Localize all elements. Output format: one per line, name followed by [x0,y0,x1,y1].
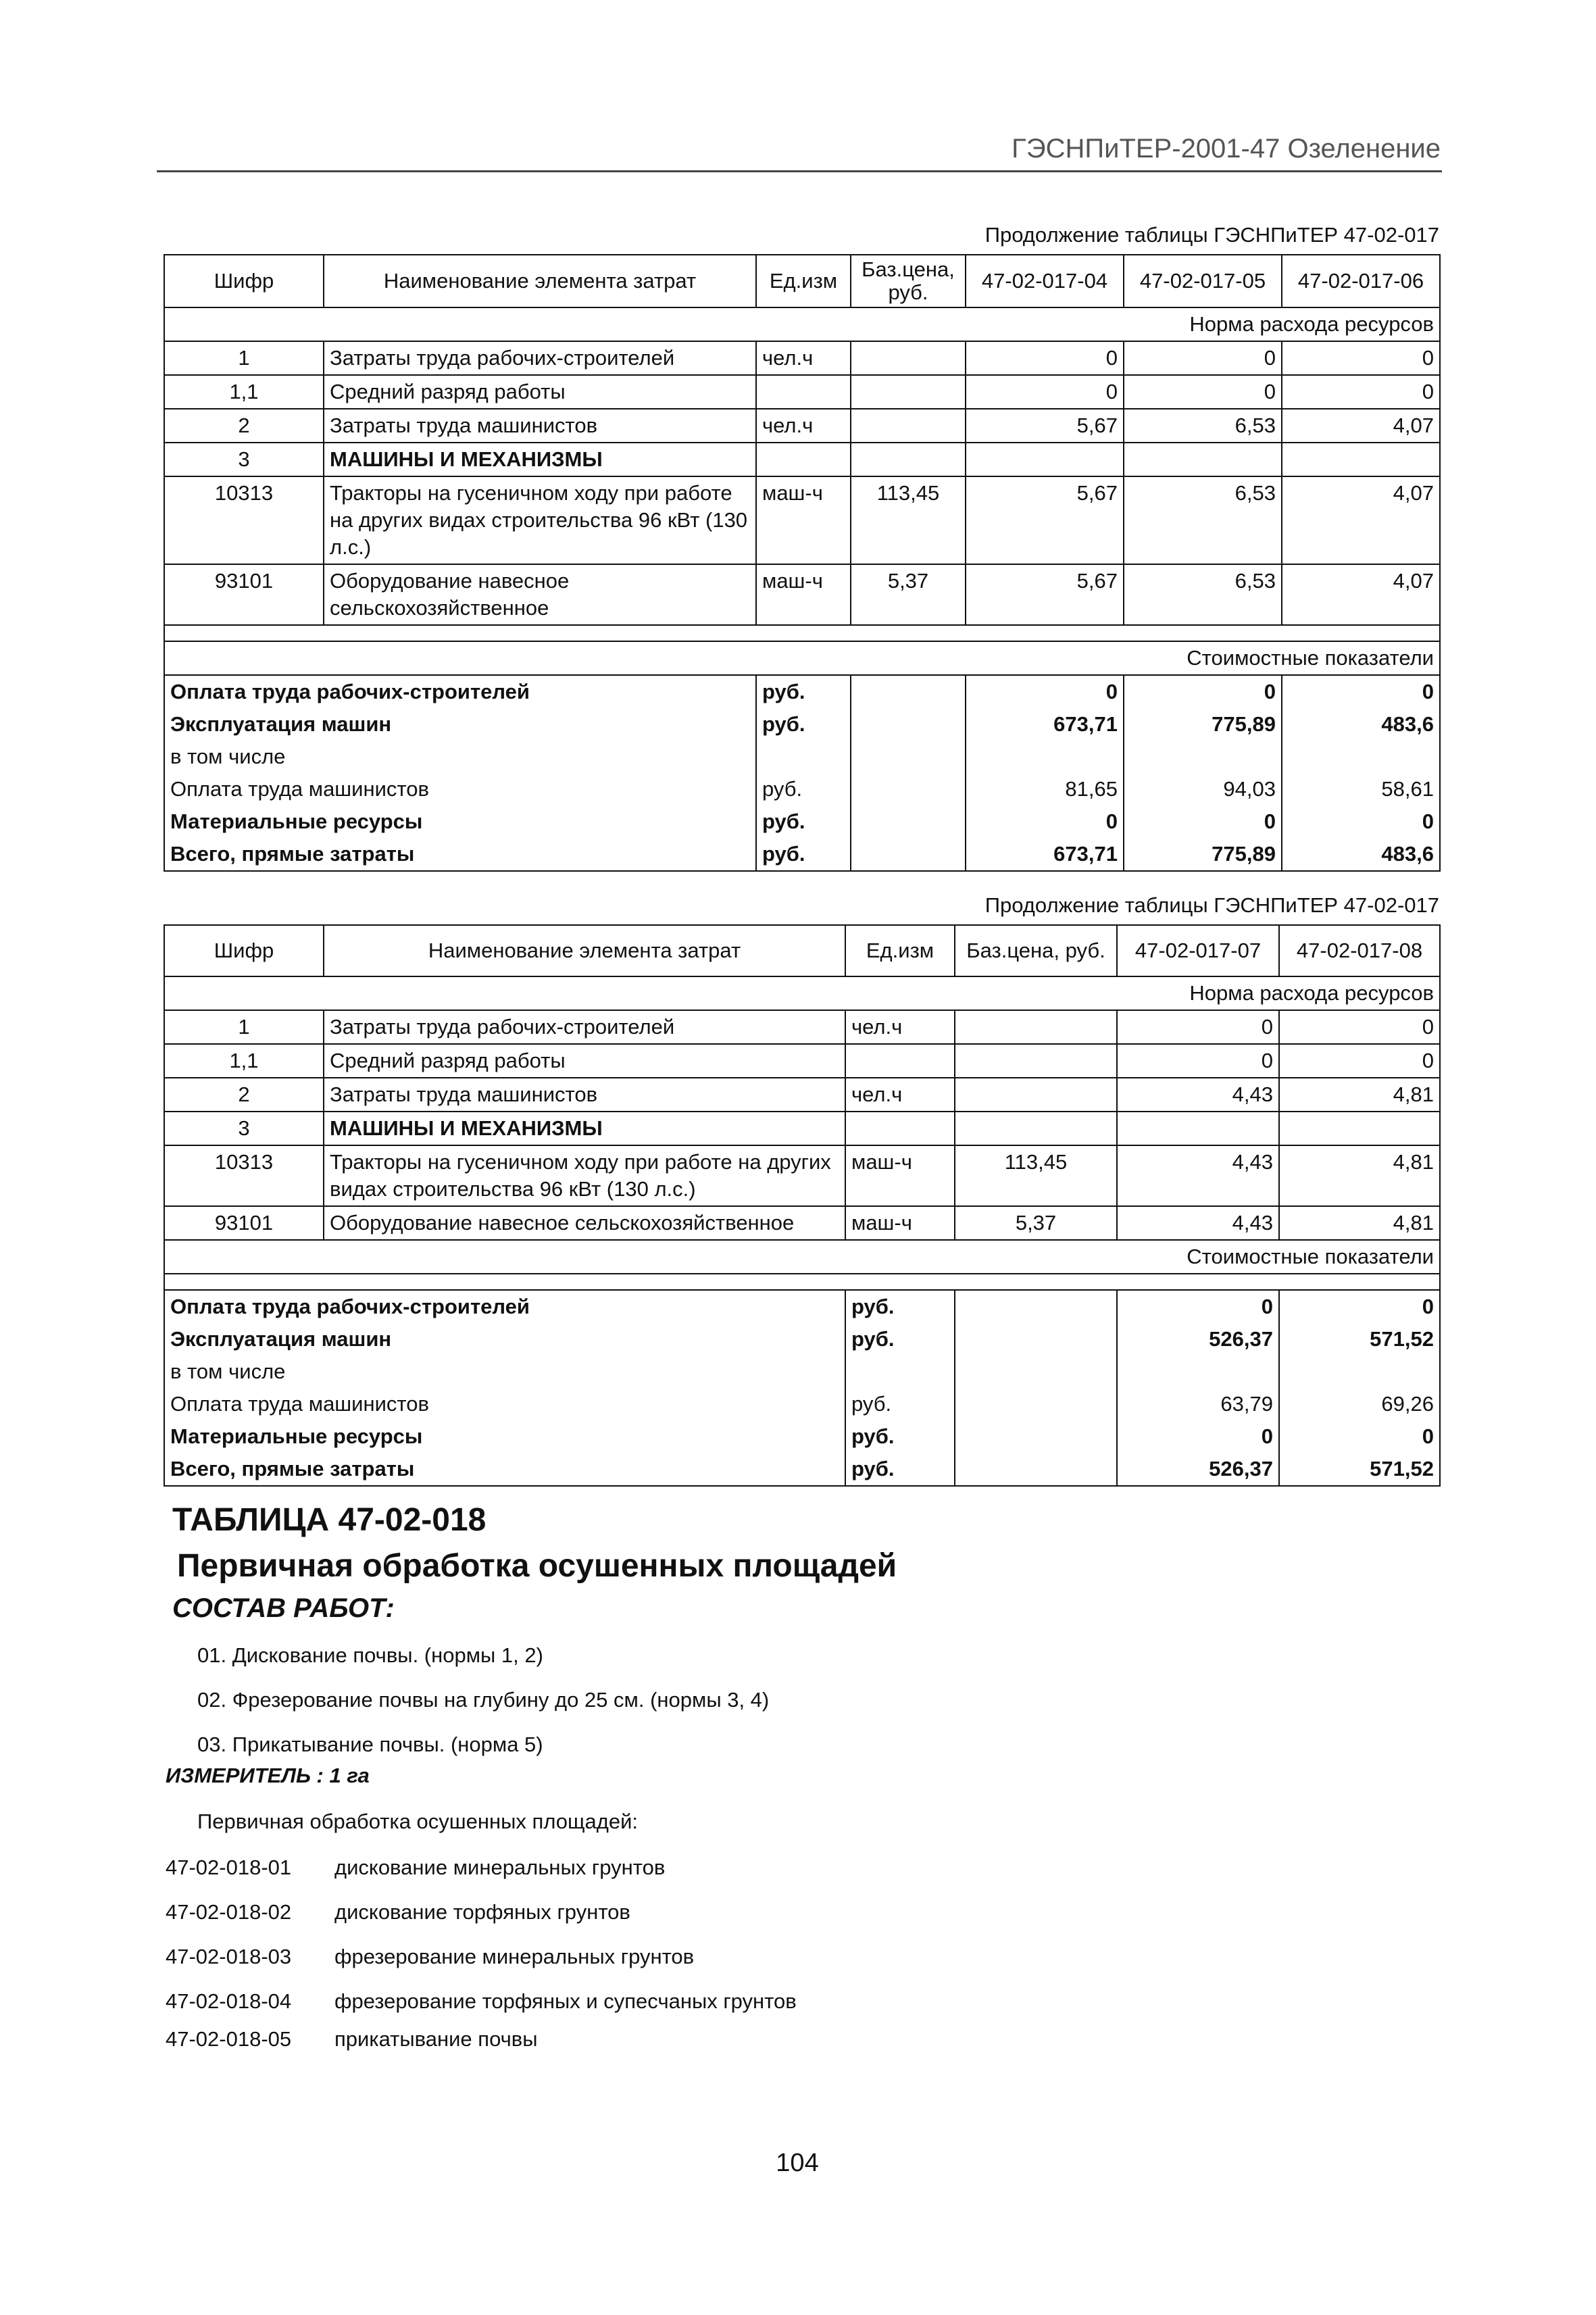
row-value: 6,53 [1124,409,1282,443]
row-value: 0 [966,341,1124,375]
row-price: 113,45 [955,1145,1117,1206]
header-col-2: 47-02-017-08 [1279,925,1440,976]
row-value [1282,443,1440,476]
row-value [1279,1112,1440,1145]
measure-unit: ИЗМЕРИТЕЛЬ : 1 га [166,1764,370,1787]
work-item: 03. Прикатывание почвы. (норма 5) [197,1733,543,1756]
norm-desc: фрезерование минеральных грунтов [334,1945,695,1968]
row-value [966,443,1124,476]
table-row [164,1010,1440,1044]
cost-name: Эксплуатация машин [164,708,756,741]
row-value: 4,07 [1282,409,1440,443]
header-col-1: 47-02-017-07 [1117,925,1279,976]
row-code: 1,1 [164,1044,324,1078]
table1-section-resources [164,307,1440,341]
table1-header-row [164,255,1440,307]
cost-row [164,838,1440,871]
cost-value [1282,741,1440,773]
norm-desc: фрезерование торфяных и супесчаных грунтов [334,1989,797,2013]
cost-value: 673,71 [966,708,1124,741]
cost-value: 81,65 [966,773,1124,805]
table-row [164,1078,1440,1112]
row-code: 2 [164,1078,324,1112]
row-name: Средний разряд работы [324,375,756,409]
row-name: Тракторы на гусеничном ходу при работе на других видах строительства 96 кВт (130 л.с.) [324,1145,845,1206]
header-col-1: 47-02-017-04 [966,255,1124,307]
cost-name: Материальные ресурсы [164,805,756,838]
row-unit [756,375,851,409]
list-item [166,1945,694,1969]
row-value: 4,81 [1279,1206,1440,1240]
cost-unit: руб. [756,708,851,741]
row-price [955,1112,1117,1145]
norm-desc: прикатывание почвы [334,2027,538,2051]
row-unit: чел.ч [756,341,851,375]
row-code: 1 [164,1010,324,1044]
table-gap [164,1274,1440,1290]
section-title: ТАБЛИЦА 47-02-018 [172,1502,487,1538]
cost-name: Всего, прямые затраты [164,838,756,871]
cost-value: 69,26 [1279,1388,1440,1420]
table-row [164,1145,1440,1206]
cost-price [851,708,966,741]
cost-value: 0 [1124,675,1282,708]
list-item [166,1856,665,1880]
table2-section-costs [164,1240,1440,1274]
cost-unit: руб. [845,1420,955,1453]
row-value [1117,1112,1279,1145]
cost-value: 58,61 [1282,773,1440,805]
list-item [166,1900,630,1924]
cost-row [164,675,1440,708]
row-code: 10313 [164,476,324,564]
cost-name: Оплата труда машинистов [164,1388,845,1420]
table-row [164,341,1440,375]
cost-value: 0 [966,675,1124,708]
cost-row [164,1453,1440,1486]
row-name: Оборудование навесное сельскохозяйственное [324,564,756,625]
row-value: 5,67 [966,564,1124,625]
row-name: Затраты труда машинистов [324,409,756,443]
row-code: 10313 [164,1145,324,1206]
cost-price [851,675,966,708]
cost-price [851,741,966,773]
header-col-2: 47-02-017-05 [1124,255,1282,307]
table-row [164,476,1440,564]
row-unit: чел.ч [845,1010,955,1044]
cost-value: 571,52 [1279,1453,1440,1486]
cost-price [955,1388,1117,1420]
cost-value: 0 [966,805,1124,838]
row-value: 5,67 [966,476,1124,564]
cost-name: Оплата труда рабочих-строителей [164,675,756,708]
row-price [851,375,966,409]
list-item [166,1989,797,2014]
cost-unit: руб. [845,1453,955,1486]
norm-desc: дискование минеральных грунтов [334,1856,666,1879]
cost-value: 483,6 [1282,708,1440,741]
norm-code: 47-02-018-02 [166,1900,292,1924]
row-unit: чел.ч [756,409,851,443]
norm-desc: дискование торфяных грунтов [334,1900,630,1924]
row-value: 4,07 [1282,476,1440,564]
row-price [851,409,966,443]
cost-value: 0 [1279,1420,1440,1453]
row-value: 0 [1282,375,1440,409]
table-row [164,409,1440,443]
cost-value: 526,37 [1117,1323,1279,1355]
cost-value: 775,89 [1124,838,1282,871]
row-value: 5,67 [966,409,1124,443]
row-code: 2 [164,409,324,443]
list-item [166,2027,538,2051]
cost-row [164,773,1440,805]
table-row [164,1044,1440,1078]
cost-name: Эксплуатация машин [164,1323,845,1355]
row-price [955,1010,1117,1044]
table-row [164,443,1440,476]
row-price [955,1078,1117,1112]
cost-row [164,1323,1440,1355]
cost-unit: руб. [845,1323,955,1355]
cost-unit: руб. [756,838,851,871]
list-intro: Первичная обработка осушенных площадей: [197,1810,638,1833]
gap-cell [164,625,1440,641]
cost-row [164,708,1440,741]
row-value: 0 [1124,375,1282,409]
row-value: 0 [1279,1044,1440,1078]
cost-value: 775,89 [1124,708,1282,741]
cost-name: Всего, прямые затраты [164,1453,845,1486]
cost-price [851,773,966,805]
table1-section-costs [164,641,1440,675]
cost-price [851,838,966,871]
cost-unit: руб. [756,675,851,708]
cost-value [1117,1355,1279,1388]
row-unit: маш-ч [845,1145,955,1206]
work-item: 01. Дискование почвы. (нормы 1, 2) [197,1643,543,1667]
cost-row [164,1388,1440,1420]
cost-row [164,1290,1440,1323]
table-row [164,564,1440,625]
header-name: Наименование элемента затрат [324,255,756,307]
row-unit [756,443,851,476]
cost-unit [845,1355,955,1388]
cost-value: 0 [1124,805,1282,838]
norm-code: 47-02-018-03 [166,1945,292,1968]
row-price [955,1044,1117,1078]
cost-price [851,805,966,838]
row-name: МАШИНЫ И МЕХАНИЗМЫ [324,1112,845,1145]
row-name: МАШИНЫ И МЕХАНИЗМЫ [324,443,756,476]
cost-value: 0 [1279,1290,1440,1323]
cost-value [1124,741,1282,773]
table2-caption: Продолжение таблицы ГЭСНПиТЕР 47-02-017 [984,893,1439,917]
table1 [164,254,1441,872]
cost-price [955,1323,1117,1355]
cost-price [955,1355,1117,1388]
header-price: Баз.цена, руб. [955,925,1117,976]
row-price: 113,45 [851,476,966,564]
row-value: 4,43 [1117,1078,1279,1112]
row-name: Затраты труда рабочих-строителей [324,1010,845,1044]
table2-header-row [164,925,1440,976]
cost-price [955,1453,1117,1486]
row-price: 5,37 [955,1206,1117,1240]
cost-unit: руб. [756,773,851,805]
cost-name: Оплата труда машинистов [164,773,756,805]
section-resources-label: Норма расхода ресурсов [164,307,1440,341]
gap-cell [164,1274,1440,1290]
row-unit: чел.ч [845,1078,955,1112]
header-name: Наименование элемента затрат [324,925,845,976]
cost-name: Оплата труда рабочих-строителей [164,1290,845,1323]
row-unit [845,1044,955,1078]
row-name: Средний разряд работы [324,1044,845,1078]
row-value: 0 [966,375,1124,409]
cost-value: 571,52 [1279,1323,1440,1355]
table-row [164,1112,1440,1145]
row-value: 0 [1117,1010,1279,1044]
table1-caption: Продолжение таблицы ГЭСНПиТЕР 47-02-017 [984,223,1439,247]
row-name: Тракторы на гусеничном ходу при работе на других видах строительства 96 кВт (130 л.с.) [324,476,756,564]
cost-unit [756,741,851,773]
table2-section-resources [164,976,1440,1010]
row-value: 6,53 [1124,476,1282,564]
running-header: ГЭСНПиТЕР-2001-47 Озеленение [1012,134,1441,164]
row-code: 1 [164,341,324,375]
row-value: 0 [1282,341,1440,375]
row-value: 0 [1279,1010,1440,1044]
work-item: 02. Фрезерование почвы на глубину до 25 см. (нормы 3, 4) [197,1688,770,1712]
composition-label: СОСТАВ РАБОТ: [172,1593,395,1623]
row-unit [845,1112,955,1145]
header-code: Шифр [164,925,324,976]
row-unit: маш-ч [845,1206,955,1240]
row-price [851,341,966,375]
cost-price [955,1420,1117,1453]
cost-name: Материальные ресурсы [164,1420,845,1453]
cost-value: 94,03 [1124,773,1282,805]
row-value [1124,443,1282,476]
row-name: Затраты труда машинистов [324,1078,845,1112]
header-col-3: 47-02-017-06 [1282,255,1440,307]
row-unit: маш-ч [756,564,851,625]
row-code: 3 [164,1112,324,1145]
header-rule [157,170,1442,172]
row-value: 0 [1124,341,1282,375]
cost-price [955,1290,1117,1323]
table2 [164,924,1441,1487]
row-value: 4,81 [1279,1078,1440,1112]
row-price: 5,37 [851,564,966,625]
row-unit: маш-ч [756,476,851,564]
section-costs-label: Стоимостные показатели [164,641,1440,675]
header-unit: Ед.изм [845,925,955,976]
cost-value: 0 [1282,805,1440,838]
row-code: 93101 [164,564,324,625]
row-code: 93101 [164,1206,324,1240]
cost-value: 0 [1117,1420,1279,1453]
cost-unit: руб. [756,805,851,838]
section-resources-label: Норма расхода ресурсов [164,976,1440,1010]
row-code: 1,1 [164,375,324,409]
cost-row [164,741,1440,773]
cost-value [1279,1355,1440,1388]
cost-value: 63,79 [1117,1388,1279,1420]
cost-row [164,1420,1440,1453]
cost-row [164,1355,1440,1388]
cost-unit: руб. [845,1290,955,1323]
cost-unit: руб. [845,1388,955,1420]
row-value: 4,43 [1117,1145,1279,1206]
row-value: 6,53 [1124,564,1282,625]
table-gap [164,625,1440,641]
row-value: 4,07 [1282,564,1440,625]
header-code: Шифр [164,255,324,307]
cost-value: 673,71 [966,838,1124,871]
header-unit: Ед.изм [756,255,851,307]
norm-code: 47-02-018-01 [166,1856,292,1879]
cost-value: 483,6 [1282,838,1440,871]
table-row [164,375,1440,409]
cost-value: 526,37 [1117,1453,1279,1486]
row-name: Оборудование навесное сельскохозяйственное [324,1206,845,1240]
section-costs-label: Стоимостные показатели [164,1240,1440,1274]
row-value: 4,81 [1279,1145,1440,1206]
row-name: Затраты труда рабочих-строителей [324,341,756,375]
cost-row [164,805,1440,838]
page-number: 104 [776,2149,819,2177]
row-price [851,443,966,476]
norm-code: 47-02-018-05 [166,2027,292,2051]
section-subtitle: Первичная обработка осушенных площадей [177,1548,897,1584]
row-value: 4,43 [1117,1206,1279,1240]
row-code: 3 [164,443,324,476]
header-price: Баз.цена, руб. [851,255,966,307]
table-row [164,1206,1440,1240]
cost-value: 0 [1282,675,1440,708]
cost-value: 0 [1117,1290,1279,1323]
cost-name: в том числе [164,1355,845,1388]
cost-value [966,741,1124,773]
norm-code: 47-02-018-04 [166,1989,292,2013]
row-value: 0 [1117,1044,1279,1078]
cost-name: в том числе [164,741,756,773]
